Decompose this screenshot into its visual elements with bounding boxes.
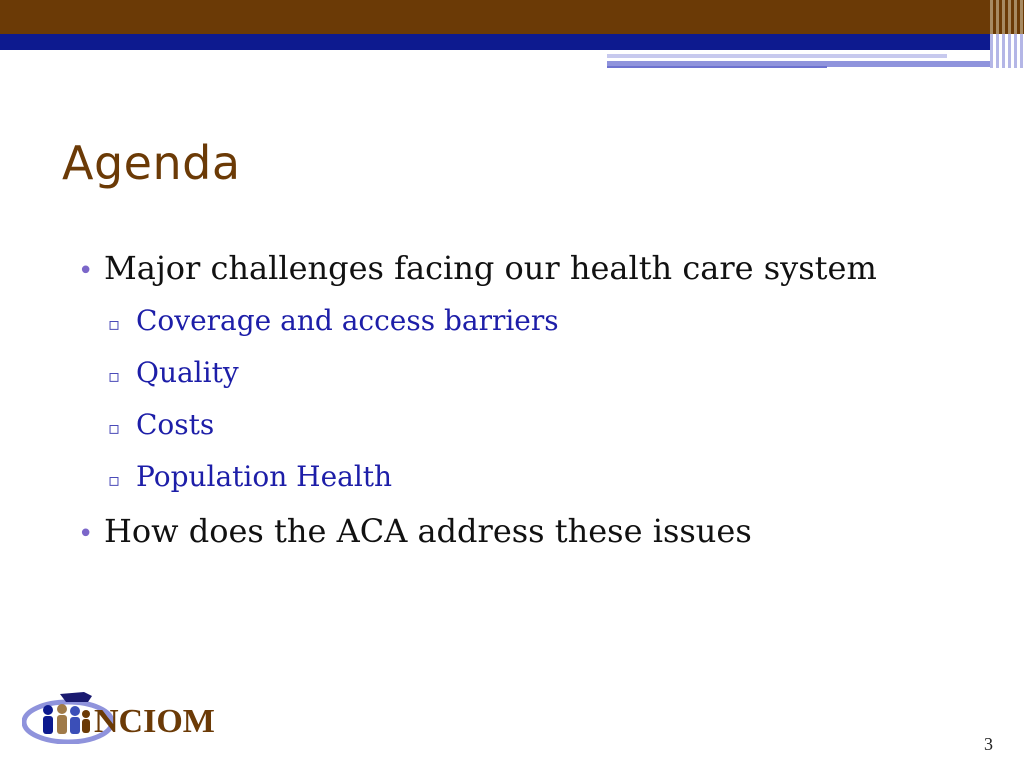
bullet-list xyxy=(78,248,998,560)
slide-title: Agenda xyxy=(62,136,241,190)
square-bullet-icon: ▫ xyxy=(108,314,121,335)
bullet-item xyxy=(78,248,998,291)
sub-bullet-text: Quality xyxy=(136,356,239,389)
bullet-text: Major challenges facing our health care system xyxy=(104,249,877,287)
page-number: 3 xyxy=(984,734,993,754)
sub-bullet-item xyxy=(108,401,998,453)
bullet-dot-icon: • xyxy=(78,256,94,286)
nciom-logo xyxy=(22,688,222,744)
bullet-dot-icon: • xyxy=(78,519,94,549)
square-bullet-icon: ▫ xyxy=(108,470,121,491)
top-brown-band xyxy=(0,0,1024,34)
sub-bullet-item xyxy=(108,297,998,349)
square-bullet-icon: ▫ xyxy=(108,418,121,439)
nciom-logo-graphic xyxy=(22,688,222,744)
sub-bullet-item xyxy=(108,453,998,505)
accent-line xyxy=(607,66,827,68)
logo-text: NCIOM xyxy=(94,703,215,740)
bullet-item xyxy=(78,511,998,554)
sub-bullet-text: Population Health xyxy=(136,460,393,493)
sub-bullet-text: Costs xyxy=(136,408,215,441)
square-bullet-icon: ▫ xyxy=(108,366,121,387)
accent-line xyxy=(607,54,947,58)
sub-bullet-list xyxy=(108,297,998,505)
sub-bullet-item xyxy=(108,349,998,401)
corner-decoration xyxy=(990,0,1024,34)
blue-stripe xyxy=(0,34,1024,50)
sub-bullet-text: Coverage and access barriers xyxy=(136,304,559,337)
bullet-text: How does the ACA address these issues xyxy=(104,512,752,550)
